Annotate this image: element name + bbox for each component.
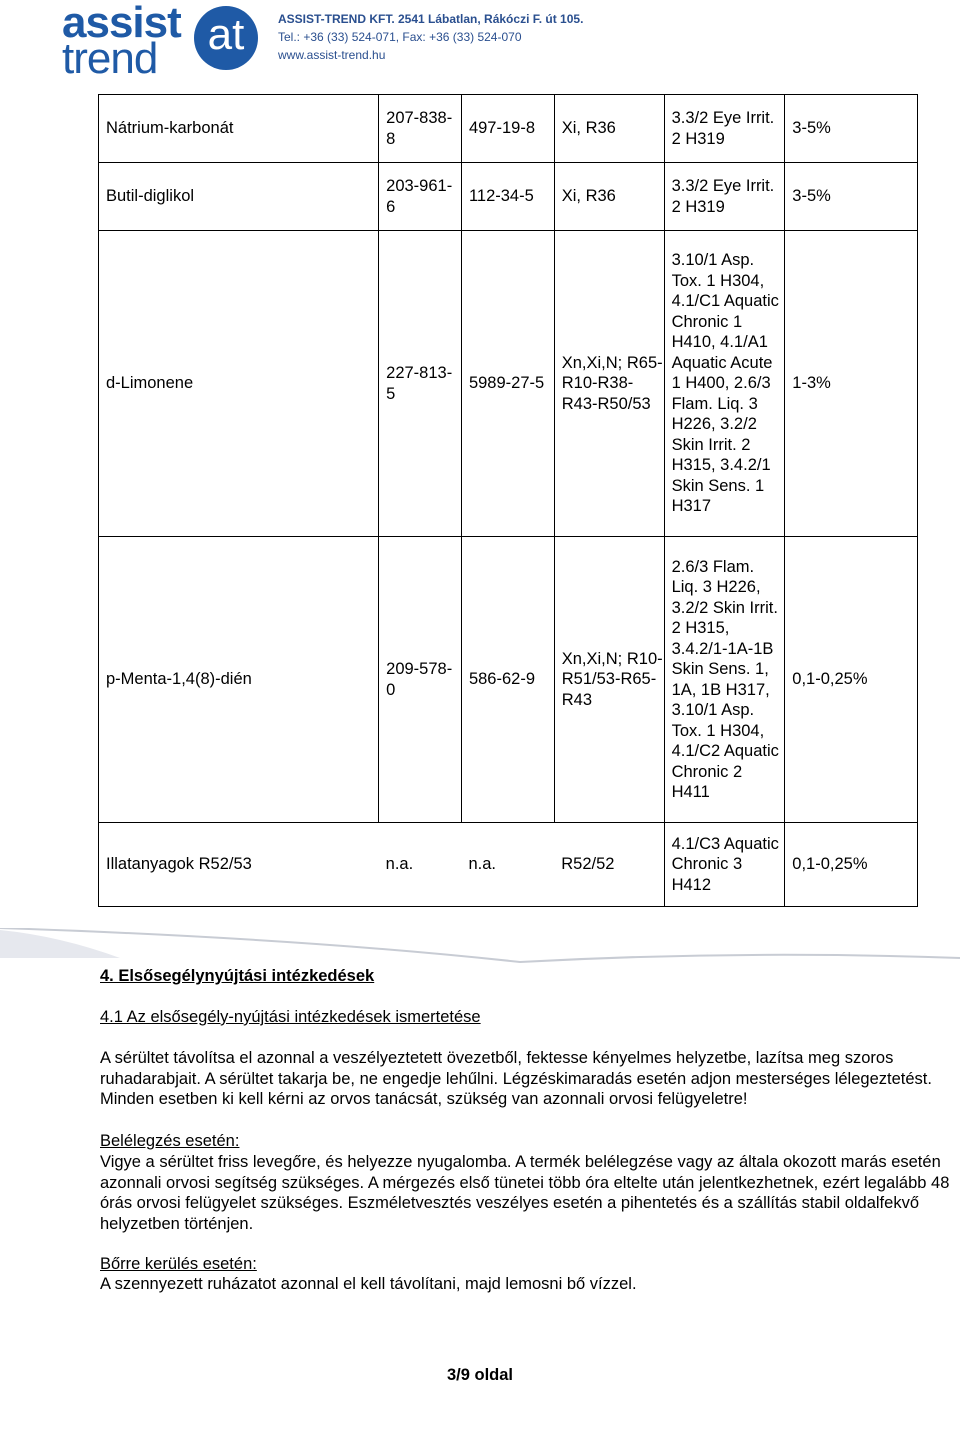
section-heading: 4. Elsősegélynyújtási intézkedések (100, 967, 375, 985)
logo-word-trend: trend (62, 34, 158, 83)
concentration: 0,1-0,25% (785, 537, 918, 823)
table-row (99, 95, 918, 163)
table-row (99, 163, 918, 231)
clp-classification: 3.3/2 Eye Irrit. 2 H319 (664, 95, 785, 163)
company-contact: Tel.: +36 (33) 524-071, Fax: +36 (33) 524-070 (278, 30, 522, 44)
r-phrases: R52/52 (554, 823, 664, 907)
concentration: 3-5% (785, 163, 918, 231)
ec-number: n.a. (379, 823, 462, 907)
r-phrases: Xi, R36 (554, 95, 664, 163)
decorative-swoosh (0, 928, 960, 968)
company-info (278, 10, 583, 64)
ec-number: 227-813-5 (379, 231, 462, 537)
cas-number: 586-62-9 (461, 537, 554, 823)
table-row (99, 823, 918, 907)
logo-at-badge: at (194, 6, 258, 70)
r-phrases: Xn,Xi,N; R65-R10-R38-R43-R50/53 (554, 231, 664, 537)
company-logo (62, 0, 252, 83)
skin-contact-title: Bőrre kerülés esetén: (100, 1255, 257, 1273)
ec-number: 209-578-0 (379, 537, 462, 823)
r-phrases: Xi, R36 (554, 163, 664, 231)
substance-name: Nátrium-karbonát (99, 95, 379, 163)
clp-classification: 4.1/C3 Aquatic Chronic 3 H412 (664, 823, 785, 907)
first-aid-intro: A sérültet távolítsa el azonnal a veszélyeztetett övezetből, fektesse kényelmes helyzetbe, lazítsa meg szoros ruhadarabjait. A sérültet takarja be, ne engedje lehűlni. Légzéskimaradás esetén adjon mesterséges lélegeztetést. Minden esetben ki kell kérni az orvos tanácsát, szükség van azonnali orvosi felügyeletre! (100, 1049, 932, 1108)
substance-name: d-Limonene (99, 231, 379, 537)
company-name: ASSIST-TREND KFT. 2541 Lábatlan, Rákóczi F. út 105. (278, 12, 584, 26)
concentration: 1-3% (785, 231, 918, 537)
clp-classification: 3.10/1 Asp. Tox. 1 H304, 4.1/C1 Aquatic Chronic 1 H410, 4.1/A1 Aquatic Acute 1 H400, 2.6/3 Flam. Liq. 3 H226, 3.2/2 Skin Irrit. 2 H315, 3.4.2/1 Skin Sens. 1 H317 (664, 231, 785, 537)
substance-name: Butil-diglikol (99, 163, 379, 231)
inhalation-title: Belélegzés esetén: (100, 1132, 240, 1150)
cas-number: n.a. (461, 823, 554, 907)
cas-number: 112-34-5 (461, 163, 554, 231)
page-number: 3/9 oldal (446, 1366, 514, 1384)
cas-number: 497-19-8 (461, 95, 554, 163)
concentration: 3-5% (785, 95, 918, 163)
subsection-heading: 4.1 Az elsősegély-nyújtási intézkedések ismertetése (100, 1008, 481, 1026)
table-row (99, 231, 918, 537)
r-phrases: Xn,Xi,N; R10-R51/53-R65-R43 (554, 537, 664, 823)
substance-name: p-Menta-1,4(8)-dién (99, 537, 379, 823)
ec-number: 203-961-6 (379, 163, 462, 231)
clp-classification: 3.3/2 Eye Irrit. 2 H319 (664, 163, 785, 231)
skin-contact-text: A szennyezett ruházatot azonnal el kell távolítani, majd lemosni bő vízzel. (100, 1275, 637, 1293)
clp-classification: 2.6/3 Flam. Liq. 3 H226, 3.2/2 Skin Irrit. 2 H315, 3.4.2/1-1A-1B Skin Sens. 1, 1A, 1B H317, 3.10/1 Asp. Tox. 1 H304, 4.1/C2 Aquatic Chronic 2 H411 (664, 537, 785, 823)
substance-name: Illatanyagok R52/53 (99, 823, 379, 907)
composition-table (98, 94, 918, 907)
inhalation-text: Vigye a sérültet friss levegőre, és helyezze nyugalomba. A termék belélegzése vagy az általa okozott marás esetén azonnali orvosi segítség szükséges. A mérgezés első tünetei több óra eltelte után jelentkezhetnek, ezért legalább 48 órás orvosi felügyelet szükséges. Eszméletvesztés veszélyes esetén a pihentetés és a szállítás stabil oldalfekvő helyzetben történjen. (100, 1153, 950, 1233)
company-web[interactable]: www.assist-trend.hu (278, 48, 386, 62)
concentration: 0,1-0,25% (785, 823, 918, 907)
logo-word-assist: assist (62, 0, 181, 47)
ec-number: 207-838-8 (379, 95, 462, 163)
cas-number: 5989-27-5 (461, 231, 554, 537)
table-row (99, 537, 918, 823)
